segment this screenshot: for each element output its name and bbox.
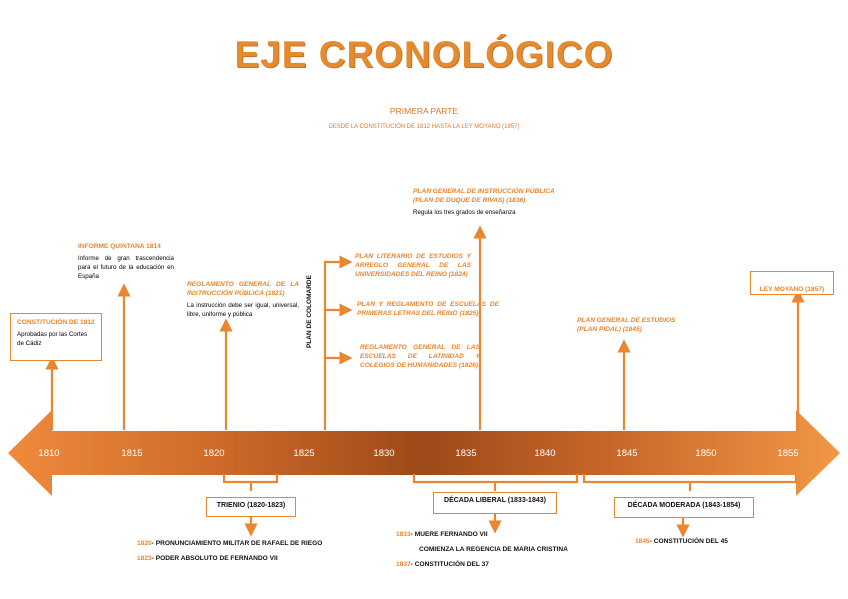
plan-pidal — [577, 316, 697, 334]
year-label: 1840 — [534, 448, 556, 459]
event-year: 1823 — [137, 555, 152, 562]
trienio-box: TRIENIO (1820-1823) — [206, 497, 296, 517]
event-year: 1820 — [137, 540, 152, 547]
event-item — [396, 531, 488, 538]
reglamento-title: REGLAMENTO GENERAL DE LA INSTRUCCIÓN PÚBLICA (1821) — [187, 281, 299, 297]
page-title: EJE CRONOLÓGICO — [234, 34, 614, 75]
event-item — [419, 546, 568, 553]
ley-moyano-box — [750, 271, 834, 295]
informe-quintana — [78, 242, 174, 281]
year-label: 1830 — [373, 448, 395, 459]
subtitle: PRIMERA PARTE — [389, 106, 459, 116]
bracket-moderada — [584, 474, 796, 482]
sub-subtitle: DESDE LA CONSTITUCIÓN DE 1812 HASTA LA LEY MOYANO (1857) — [328, 124, 520, 130]
ley-moyano-title: LEY MOYANO (1857) — [759, 286, 825, 293]
year-label: 1825 — [293, 448, 315, 459]
reglamento-1821 — [187, 280, 299, 319]
year-label: 1820 — [203, 448, 225, 459]
duque-rivas-title: PLAN GENERAL DE INSTRUCCIÓN PÚBLICA — [413, 188, 555, 195]
reglamento-text: La instrucción debe ser igual, universal, libre, uniforme y pública — [187, 302, 299, 318]
event-item — [137, 540, 322, 547]
constitucion-1812-box — [10, 313, 102, 361]
year-label: 1815 — [121, 448, 143, 459]
pidal-title: PLAN GENERAL DE ESTUDIOS — [577, 317, 676, 324]
event-text: - PRONUNCIAMIENTO MILITAR DE RAFAEL DE RIEGO — [151, 540, 323, 547]
colomarde-item: PLAN Y REGLAMENTO DE ESCUELAS DE PRIMERAS LETRAS DEL REINO (1825) — [357, 301, 499, 317]
year-label: 1850 — [695, 448, 717, 459]
event-item — [396, 561, 489, 568]
event-text: COMIENZA LA REGENCIA DE MARIA CRISTINA — [419, 546, 568, 553]
year-label: 1835 — [455, 448, 477, 459]
constitucion-text: Aprobadas por las Cortes de Cádiz — [17, 331, 88, 347]
event-text: - CONSTITUCIÓN DEL 37 — [410, 561, 489, 568]
quintana-text: Informe de gran trascendencia para el futuro de la educación en España — [78, 255, 174, 280]
event-text: - CONSTITUCIÓN DEL 45 — [649, 538, 728, 545]
plan-colomarde-label: PLAN DE COLOMARDE — [306, 275, 313, 348]
duque-rivas-subtitle: (PLAN DE DUQUE DE RIVAS) (1836) — [413, 197, 526, 204]
event-text: - PODER ABSOLUTO DE FERNANDO VII — [151, 555, 278, 562]
year-label: 1845 — [616, 448, 638, 459]
event-text: - MUERE FERNANDO VII — [410, 531, 488, 538]
event-year: 1833 — [396, 531, 411, 538]
bracket-liberal — [414, 474, 577, 482]
bracket-trienio — [224, 474, 277, 482]
event-item — [137, 555, 278, 562]
year-label: 1810 — [38, 448, 60, 459]
event-item — [635, 538, 728, 545]
plan-duque-rivas — [413, 187, 563, 217]
decada-liberal-box: DÉCADA LIBERAL (1833-1843) — [433, 492, 557, 514]
decada-moderada-box: DÉCADA MODERADA (1843-1854) — [614, 497, 754, 518]
colomarde-item: REGLAMENTO GENERAL DE LAS ESCUELAS DE LATINIDAD Y COLEGIOS DE HUMANIDADES (1826) — [360, 344, 480, 369]
year-label: 1855 — [777, 448, 799, 459]
duque-rivas-text: Regula los tres grados de enseñanza — [413, 209, 516, 216]
constitucion-title: CONSTITUCIÓN DE 1812 — [17, 319, 95, 326]
event-year: 1837 — [396, 561, 411, 568]
pidal-subtitle: (PLAN PIDAL) (1845) — [577, 326, 642, 333]
quintana-title: INFORME QUINTANA 1814 — [78, 243, 161, 250]
colomarde-item: PLAN LITERARIO DE ESTUDIOS Y ARREGLO GENERAL DE LAS UNIVERSIDADES DEL REINO (1824) — [355, 253, 471, 278]
event-year: 1845 — [635, 538, 650, 545]
